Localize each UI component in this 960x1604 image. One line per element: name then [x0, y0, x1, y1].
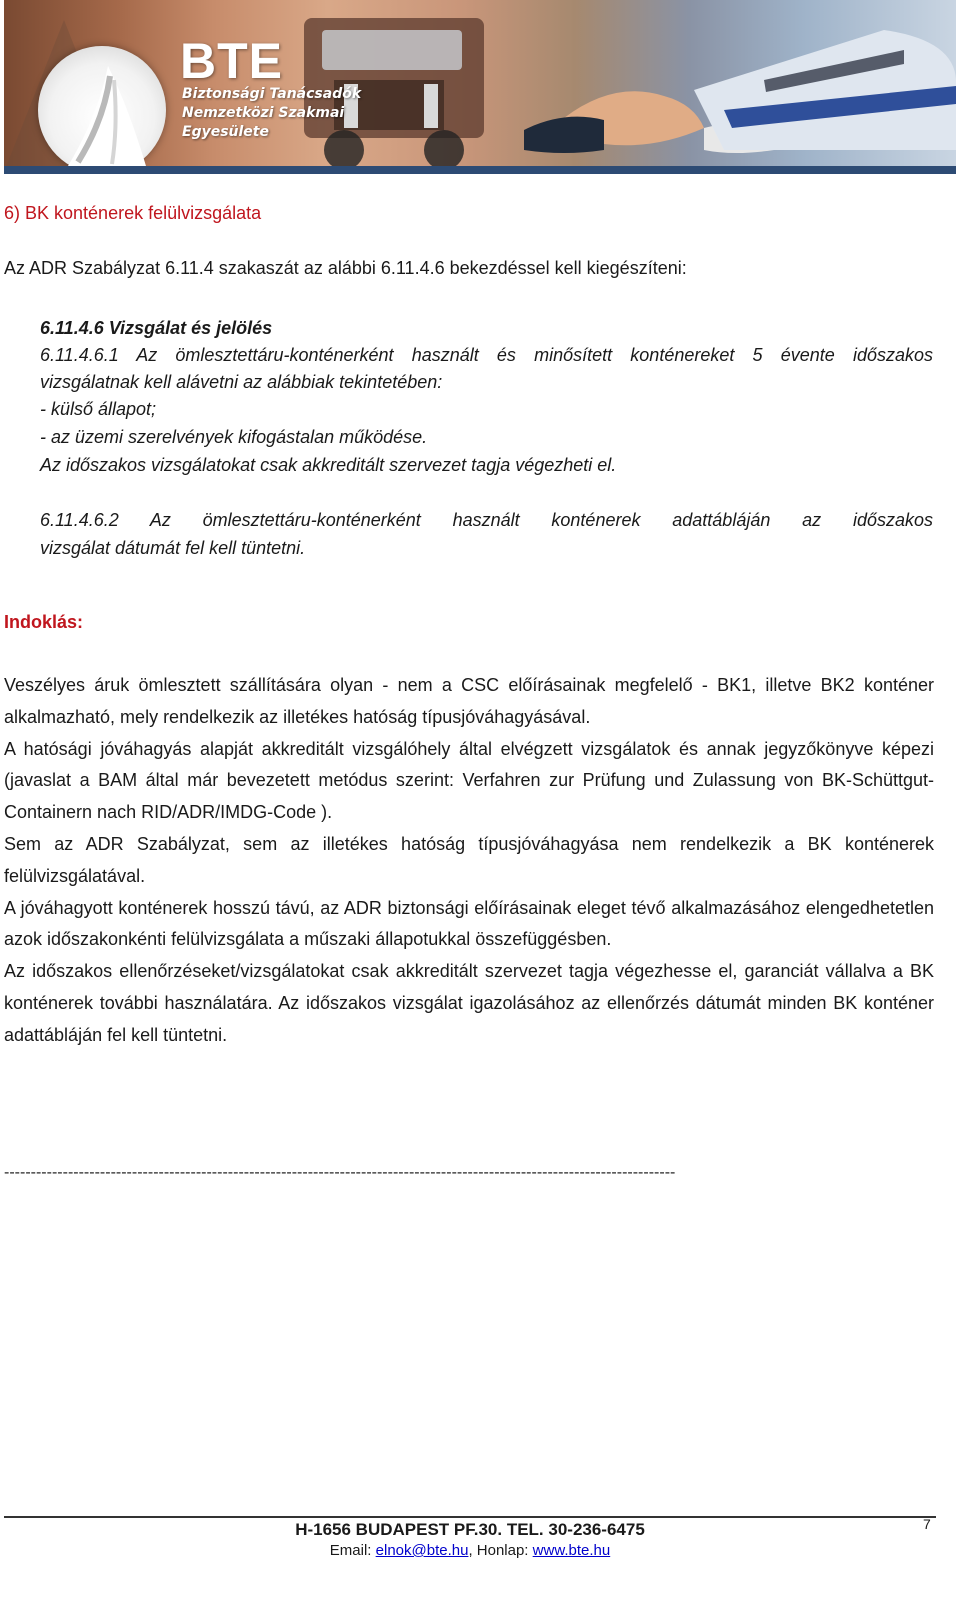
justification-paragraph: A hatósági jóváhagyás alapját akkreditált vizsgálóhely által elvégzett vizsgálatok és annak jegyzőkönyve képezi (javaslat a BAM által már bevezetett metódus szerint: Verfahren zur Prüfung und Zulassung von BK-Schüttgut-Containern nach RID/ADR/IMDG-Code ).: [4, 738, 934, 823]
road-logo-icon: [38, 46, 166, 172]
justification-paragraph: Sem az ADR Szabályzat, sem az illetékes hatóság típusjóváhagyása nem rendelkezik a BK konténerek felülvizsgálatával.: [4, 833, 934, 886]
subsection-p2-line2: vizsgálat dátumát fel kell tüntetni.: [40, 538, 306, 558]
org-name-line-1: Biztonsági Tanácsadók: [182, 86, 362, 102]
org-name-line-3: Egyesülete: [182, 124, 269, 140]
page-number: 7: [923, 1516, 931, 1532]
justification-label: Indoklás:: [4, 612, 84, 632]
footer-address: H-1656 BUDAPEST PF.30. TEL. 30-236-6475: [295, 1520, 645, 1539]
org-name-line-2: Nemzetközi Szakmai: [182, 105, 345, 121]
email-link[interactable]: elnok@bte.hu: [375, 1542, 469, 1559]
justification-paragraph: Az időszakos ellenőrzéseket/vizsgálatokat csak akkreditált szervezet tagja végezhesse el, garanciát vállalva a BK konténerek további használatára. Az időszakos vizsgálat igazolásához az ellenőrzés dátumát minden BK konténer adattábláján fel kell tüntetni.: [4, 961, 934, 1045]
bte-logo-text: BTE: [180, 33, 283, 89]
subsection-p1-line1: 6.11.4.6.1 Az ömlesztettáru-konténerként használt és minősített konténereket 5 évente időszakos: [40, 345, 933, 365]
footer-rule: [4, 1516, 936, 1518]
website-link[interactable]: www.bte.hu: [532, 1542, 611, 1559]
email-label: Email:: [329, 1542, 376, 1559]
banner-divider: [4, 166, 956, 174]
header-banner: [4, 0, 956, 172]
train-illustration: [694, 30, 956, 150]
justification-body: [4, 670, 934, 1052]
bullet-item: - az üzemi szerelvények kifogástalan működése.: [40, 427, 428, 447]
bte-logo: [38, 46, 166, 172]
dashed-separator: ------------------------------------------------------------------------------------------------------------------------------: [4, 1166, 676, 1180]
subsection-p1-last: Az időszakos vizsgálatokat csak akkreditált szervezet tagja végezheti el.: [40, 455, 617, 475]
justification-paragraph: A jóváhagyott konténerek hosszú távú, az ADR biztonsági előírásainak eleget tévő alkalmazásához elengedhetetlen azok időszakonkénti felülvizsgálata a műszaki állapotukkal összefüggésben.: [4, 897, 934, 950]
footer-contact: [0, 1542, 940, 1559]
section-heading: 6) BK konténerek felülvizsgálata: [4, 203, 262, 223]
subsection-title: 6.11.4.6 Vizsgálat és jelölés: [40, 318, 273, 338]
intro-text: Az ADR Szabályzat 6.11.4 szakaszát az alábbi 6.11.4.6 bekezdéssel kell kiegészíteni:: [4, 258, 687, 278]
justification-paragraph: Veszélyes áruk ömlesztett szállítására olyan - nem a CSC előírásainak megfelelő - BK1, illetve BK2 konténer alkalmazható, mely rendelkezik az illetékes hatóság típusjóváhagyásával.: [4, 675, 934, 727]
subsection-p1-line2: vizsgálatnak kell alávetni az alábbiak tekintetében:: [40, 372, 443, 392]
subsection-p2-line1: 6.11.4.6.2 Az ömlesztettáru-konténerként használt konténerek adattábláján az időszakos: [40, 510, 933, 530]
site-label: , Honlap:: [468, 1542, 533, 1559]
bullet-item: - külső állapot;: [40, 399, 157, 419]
